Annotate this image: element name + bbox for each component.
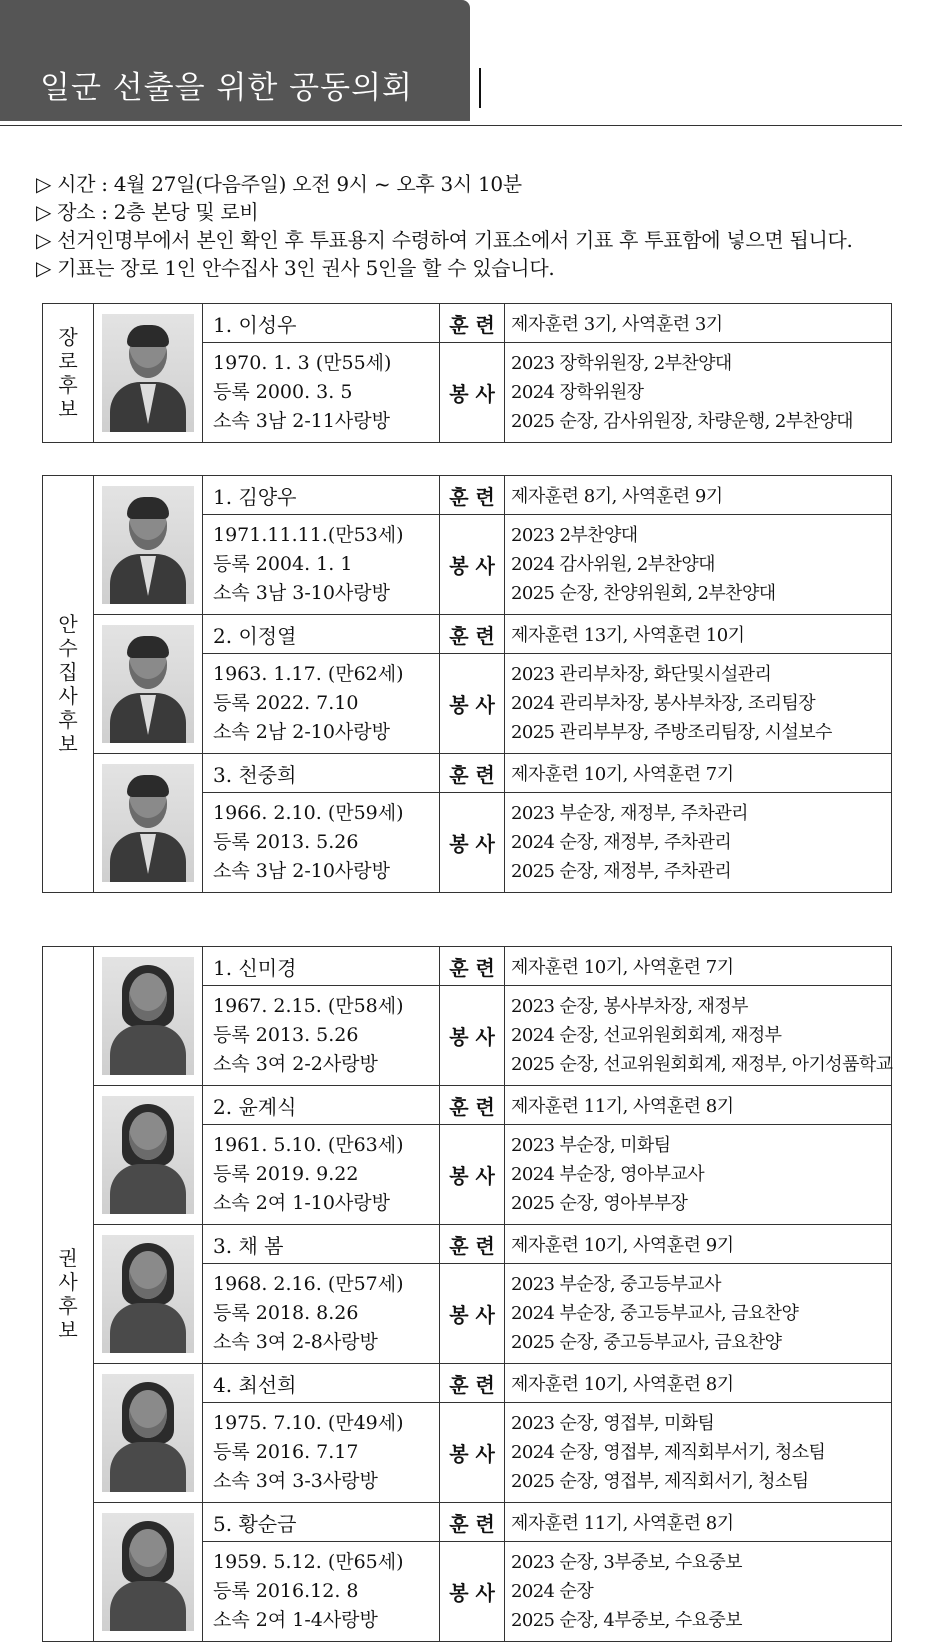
affiliation: 소속 3여 2-8사랑방	[213, 1331, 378, 1353]
notice-list	[36, 170, 916, 282]
header-rule	[0, 125, 902, 126]
training-value: 제자훈련 3기, 사역훈련 3기	[505, 304, 892, 343]
group-label: 권사후보	[43, 947, 94, 1642]
service-history	[505, 986, 892, 1086]
registration-date: 등록 2018. 8.26	[213, 1302, 359, 1324]
portrait-woman-icon	[102, 1374, 194, 1492]
service-history	[505, 515, 892, 615]
service-2025: 2025 순장, 재정부, 주차관리	[511, 861, 732, 882]
affiliation: 소속 3남 2-11사랑방	[213, 410, 390, 432]
page-title: 일군 선출을 위한 공동의회	[40, 70, 413, 106]
service-2023: 2023 순장, 봉사부차장, 재정부	[511, 996, 748, 1017]
birth-date: 1961. 5.10. (만63세)	[213, 1134, 404, 1156]
service-label: 봉 사	[440, 1125, 505, 1225]
service-label: 봉 사	[440, 515, 505, 615]
training-value: 제자훈련 10기, 사역훈련 7기	[505, 947, 892, 986]
candidate-photo	[94, 476, 203, 615]
candidate-info	[203, 1264, 440, 1364]
candidate-info	[203, 986, 440, 1086]
candidate-info	[203, 793, 440, 893]
candidate-name: 1. 김양우	[203, 476, 440, 515]
candidate-info	[203, 343, 440, 443]
candidate-photo	[94, 1086, 203, 1225]
exhorter-candidates-table	[42, 946, 892, 1642]
training-label: 훈 련	[440, 615, 505, 654]
service-history	[505, 654, 892, 754]
service-label: 봉 사	[440, 1403, 505, 1503]
service-2024: 2024 장학위원장	[511, 382, 644, 403]
service-2024: 2024 부순장, 영아부교사	[511, 1164, 705, 1185]
service-label: 봉 사	[440, 986, 505, 1086]
training-value: 제자훈련 10기, 사역훈련 9기	[505, 1225, 892, 1264]
service-label: 봉 사	[440, 1542, 505, 1642]
candidate-photo	[94, 304, 203, 443]
candidate-photo	[94, 615, 203, 754]
training-value: 제자훈련 11기, 사역훈련 8기	[505, 1503, 892, 1542]
service-2024: 2024 부순장, 중고등부교사, 금요찬양	[511, 1303, 799, 1324]
candidate-photo	[94, 1503, 203, 1642]
training-value: 제자훈련 11기, 사역훈련 8기	[505, 1086, 892, 1125]
candidate-info	[203, 1403, 440, 1503]
service-2024: 2024 관리부차장, 봉사부차장, 조리팀장	[511, 693, 816, 714]
birth-date: 1966. 2.10. (만59세)	[213, 802, 404, 824]
service-2023: 2023 부순장, 재정부, 주차관리	[511, 803, 748, 824]
birth-date: 1963. 1.17. (만62세)	[213, 663, 404, 685]
registration-date: 등록 2013. 5.26	[213, 831, 359, 853]
registration-date: 등록 2013. 5.26	[213, 1024, 359, 1046]
service-2024: 2024 순장, 영접부, 제직회부서기, 청소팀	[511, 1442, 826, 1463]
service-2023: 2023 관리부차장, 화단및시설관리	[511, 664, 772, 685]
service-2024: 2024 순장, 재정부, 주차관리	[511, 832, 732, 853]
service-2025: 2025 순장, 영아부부장	[511, 1193, 688, 1214]
service-2023: 2023 순장, 영접부, 미화팀	[511, 1413, 715, 1434]
training-label: 훈 련	[440, 754, 505, 793]
affiliation: 소속 3남 2-10사랑방	[213, 860, 390, 882]
training-label: 훈 련	[440, 1225, 505, 1264]
candidate-name: 5. 황순금	[203, 1503, 440, 1542]
training-label: 훈 련	[440, 947, 505, 986]
service-history	[505, 1264, 892, 1364]
affiliation: 소속 3여 3-3사랑방	[213, 1470, 378, 1492]
portrait-woman-icon	[102, 1235, 194, 1353]
affiliation: 소속 2남 2-10사랑방	[213, 721, 390, 743]
training-value: 제자훈련 10기, 사역훈련 8기	[505, 1364, 892, 1403]
training-value: 제자훈련 13기, 사역훈련 10기	[505, 615, 892, 654]
training-value: 제자훈련 10기, 사역훈련 7기	[505, 754, 892, 793]
notice-procedure: ▷ 선거인명부에서 본인 확인 후 투표용지 수령하여 기표소에서 기표 후 투표함에 넣으면 됩니다.	[36, 228, 853, 252]
header-divider	[479, 68, 481, 108]
registration-date: 등록 2000. 3. 5	[213, 381, 353, 403]
birth-date: 1971.11.11.(만53세)	[213, 524, 404, 546]
service-2025: 2025 순장, 4부중보, 수요중보	[511, 1610, 742, 1631]
service-2025: 2025 순장, 감사위원장, 차량운행, 2부찬양대	[511, 411, 853, 432]
group-label: 안수집사후보	[43, 476, 94, 893]
candidate-info	[203, 515, 440, 615]
service-2024: 2024 순장	[511, 1581, 594, 1602]
training-value: 제자훈련 8기, 사역훈련 9기	[505, 476, 892, 515]
registration-date: 등록 2022. 7.10	[213, 692, 359, 714]
notice-ballot-rule: ▷ 기표는 장로 1인 안수집사 3인 권사 5인을 할 수 있습니다.	[36, 256, 555, 280]
training-label: 훈 련	[440, 1086, 505, 1125]
candidate-name: 2. 윤계식	[203, 1086, 440, 1125]
candidate-photo	[94, 1364, 203, 1503]
birth-date: 1970. 1. 3 (만55세)	[213, 352, 392, 374]
affiliation: 소속 3남 3-10사랑방	[213, 582, 390, 604]
candidate-photo	[94, 947, 203, 1086]
training-label: 훈 련	[440, 1364, 505, 1403]
deacon-candidates-table	[42, 475, 892, 893]
notice-place: ▷ 장소 : 2층 본당 및 로비	[36, 200, 259, 224]
candidate-photo	[94, 754, 203, 893]
service-history	[505, 1403, 892, 1503]
portrait-man-icon	[102, 314, 194, 432]
birth-date: 1967. 2.15. (만58세)	[213, 995, 404, 1017]
service-2025: 2025 순장, 영접부, 제직회서기, 청소팀	[511, 1471, 809, 1492]
elder-candidates-table	[42, 303, 892, 443]
service-2023: 2023 순장, 3부중보, 수요중보	[511, 1552, 742, 1573]
birth-date: 1975. 7.10. (만49세)	[213, 1412, 404, 1434]
candidate-name: 1. 이성우	[203, 304, 440, 343]
service-2023: 2023 장학위원장, 2부찬양대	[511, 353, 732, 374]
service-2024: 2024 감사위원, 2부찬양대	[511, 554, 715, 575]
portrait-woman-icon	[102, 1096, 194, 1214]
portrait-man-icon	[102, 486, 194, 604]
portrait-man-icon	[102, 625, 194, 743]
training-label: 훈 련	[440, 304, 505, 343]
service-2024: 2024 순장, 선교위원회회계, 재정부	[511, 1025, 782, 1046]
registration-date: 등록 2016.12. 8	[213, 1580, 359, 1602]
service-2023: 2023 2부찬양대	[511, 525, 638, 546]
service-label: 봉 사	[440, 1264, 505, 1364]
birth-date: 1959. 5.12. (만65세)	[213, 1551, 404, 1573]
candidate-name: 2. 이정열	[203, 615, 440, 654]
candidate-name: 3. 채 봄	[203, 1225, 440, 1264]
candidate-name: 4. 최선희	[203, 1364, 440, 1403]
service-2023: 2023 부순장, 미화팀	[511, 1135, 671, 1156]
portrait-man-icon	[102, 764, 194, 882]
birth-date: 1968. 2.16. (만57세)	[213, 1273, 404, 1295]
service-label: 봉 사	[440, 793, 505, 893]
service-history	[505, 343, 892, 443]
service-2025: 2025 순장, 중고등부교사, 금요찬양	[511, 1332, 782, 1353]
training-label: 훈 련	[440, 1503, 505, 1542]
affiliation: 소속 3여 2-2사랑방	[213, 1053, 378, 1075]
candidate-name: 1. 신미경	[203, 947, 440, 986]
registration-date: 등록 2004. 1. 1	[213, 553, 353, 575]
registration-date: 등록 2016. 7.17	[213, 1441, 359, 1463]
service-history	[505, 793, 892, 893]
notice-time: ▷ 시간 : 4월 27일(다음주일) 오전 9시 ~ 오후 3시 10분	[36, 172, 522, 196]
candidate-info	[203, 654, 440, 754]
service-2025: 2025 관리부부장, 주방조리팀장, 시설보수	[511, 722, 832, 743]
header-banner	[0, 0, 470, 121]
training-label: 훈 련	[440, 476, 505, 515]
service-history	[505, 1125, 892, 1225]
service-2025: 2025 순장, 선교위원회회계, 재정부, 아기성품학교	[511, 1054, 893, 1075]
service-2023: 2023 부순장, 중고등부교사	[511, 1274, 721, 1295]
service-2025: 2025 순장, 찬양위원회, 2부찬양대	[511, 583, 776, 604]
affiliation: 소속 2여 1-10사랑방	[213, 1192, 390, 1214]
portrait-woman-icon	[102, 957, 194, 1075]
registration-date: 등록 2019. 9.22	[213, 1163, 359, 1185]
service-label: 봉 사	[440, 654, 505, 754]
candidate-info	[203, 1125, 440, 1225]
group-label: 장로후보	[43, 304, 94, 443]
candidate-name: 3. 천중희	[203, 754, 440, 793]
service-label: 봉 사	[440, 343, 505, 443]
candidate-photo	[94, 1225, 203, 1364]
affiliation: 소속 2여 1-4사랑방	[213, 1609, 378, 1631]
service-history	[505, 1542, 892, 1642]
portrait-woman-icon	[102, 1513, 194, 1631]
candidate-info	[203, 1542, 440, 1642]
